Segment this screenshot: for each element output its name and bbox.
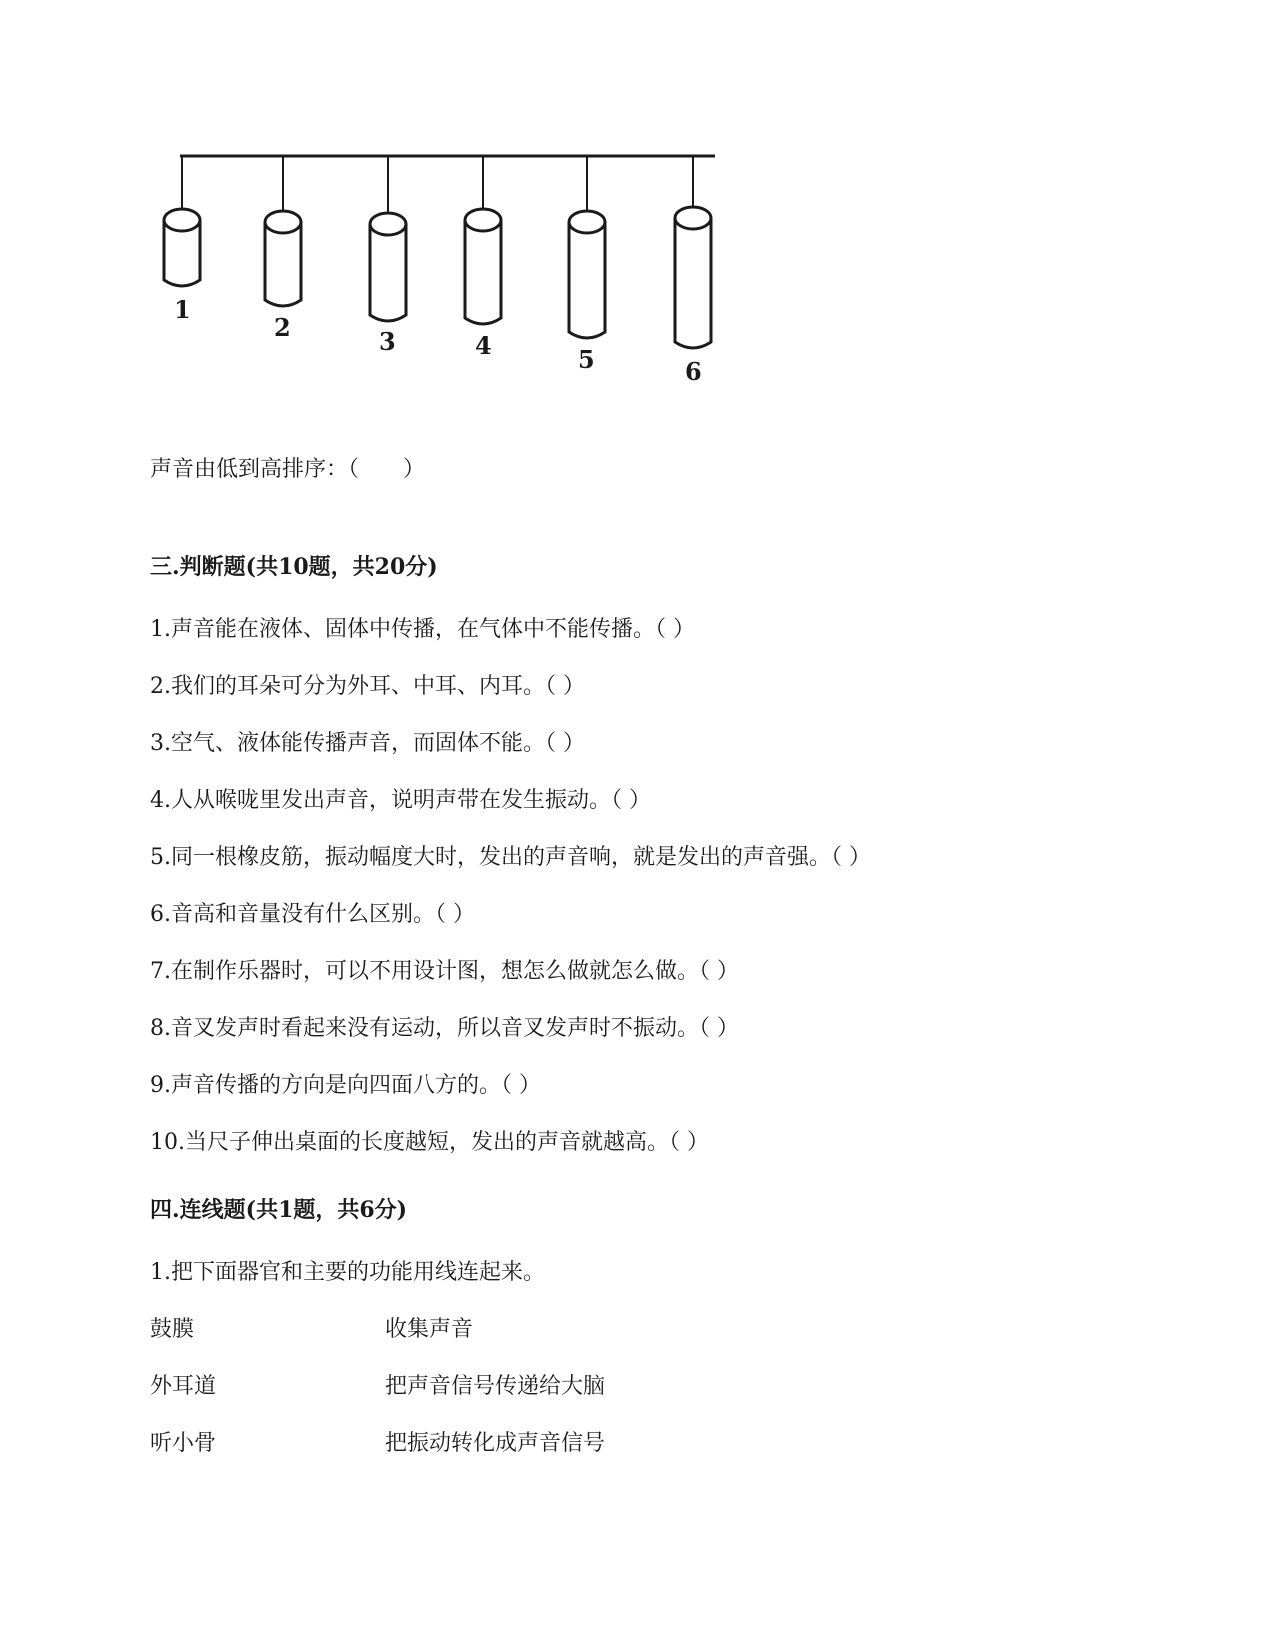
tube-label-1: 1 — [174, 295, 191, 324]
tube-label-5: 5 — [578, 345, 595, 374]
function-item-3: 把振动转化成声音信号 — [385, 1431, 606, 1456]
tube-label-6: 6 — [685, 357, 702, 386]
judgement-question-10: 10.当尺子伸出桌面的长度越短，发出的声音就越高。（ ） — [150, 1130, 709, 1155]
organ-item-2: 外耳道 — [150, 1374, 217, 1399]
tube-label-3: 3 — [379, 327, 396, 356]
tubes-diagram — [150, 150, 750, 410]
judgement-question-3: 3.空气、液体能传播声音，而固体不能。（ ） — [150, 731, 585, 756]
judgement-question-5: 5.同一根橡皮筋，振动幅度大时，发出的声音响，就是发出的声音强。（ ） — [150, 845, 871, 870]
sort-prompt: 声音由低到高排序：（ ） — [150, 457, 426, 482]
section4-heading: 四.连线题(共1题，共6分) — [150, 1197, 408, 1223]
tube-label-2: 2 — [274, 313, 291, 342]
function-item-1: 收集声音 — [385, 1317, 474, 1342]
matching-question: 1.把下面器官和主要的功能用线连起来。 — [150, 1260, 545, 1285]
tube-6 — [675, 156, 711, 348]
tube-5 — [569, 156, 605, 338]
judgement-question-1: 1.声音能在液体、固体中传播，在气体中不能传播。（ ） — [150, 617, 695, 642]
tube-3 — [370, 156, 406, 321]
judgement-question-6: 6.音高和音量没有什么区别。（ ） — [150, 902, 475, 927]
tube-label-4: 4 — [475, 331, 492, 360]
tube-1 — [164, 156, 200, 286]
judgement-question-2: 2.我们的耳朵可分为外耳、中耳、内耳。（ ） — [150, 674, 585, 699]
function-item-2: 把声音信号传递给大脑 — [385, 1374, 606, 1399]
organ-item-3: 听小骨 — [150, 1431, 217, 1456]
tube-4 — [465, 156, 501, 324]
judgement-question-8: 8.音叉发声时看起来没有运动，所以音叉发声时不振动。（ ） — [150, 1016, 739, 1041]
judgement-question-4: 4.人从喉咙里发出声音，说明声带在发生振动。（ ） — [150, 788, 651, 813]
section3-heading: 三.判断题(共10题，共20分) — [150, 554, 438, 580]
organ-item-1: 鼓膜 — [150, 1317, 195, 1342]
judgement-question-9: 9.声音传播的方向是向四面八方的。（ ） — [150, 1073, 541, 1098]
tubes-figure — [150, 150, 750, 410]
judgement-question-7: 7.在制作乐器时，可以不用设计图，想怎么做就怎么做。（ ） — [150, 959, 739, 984]
tube-2 — [265, 156, 301, 306]
